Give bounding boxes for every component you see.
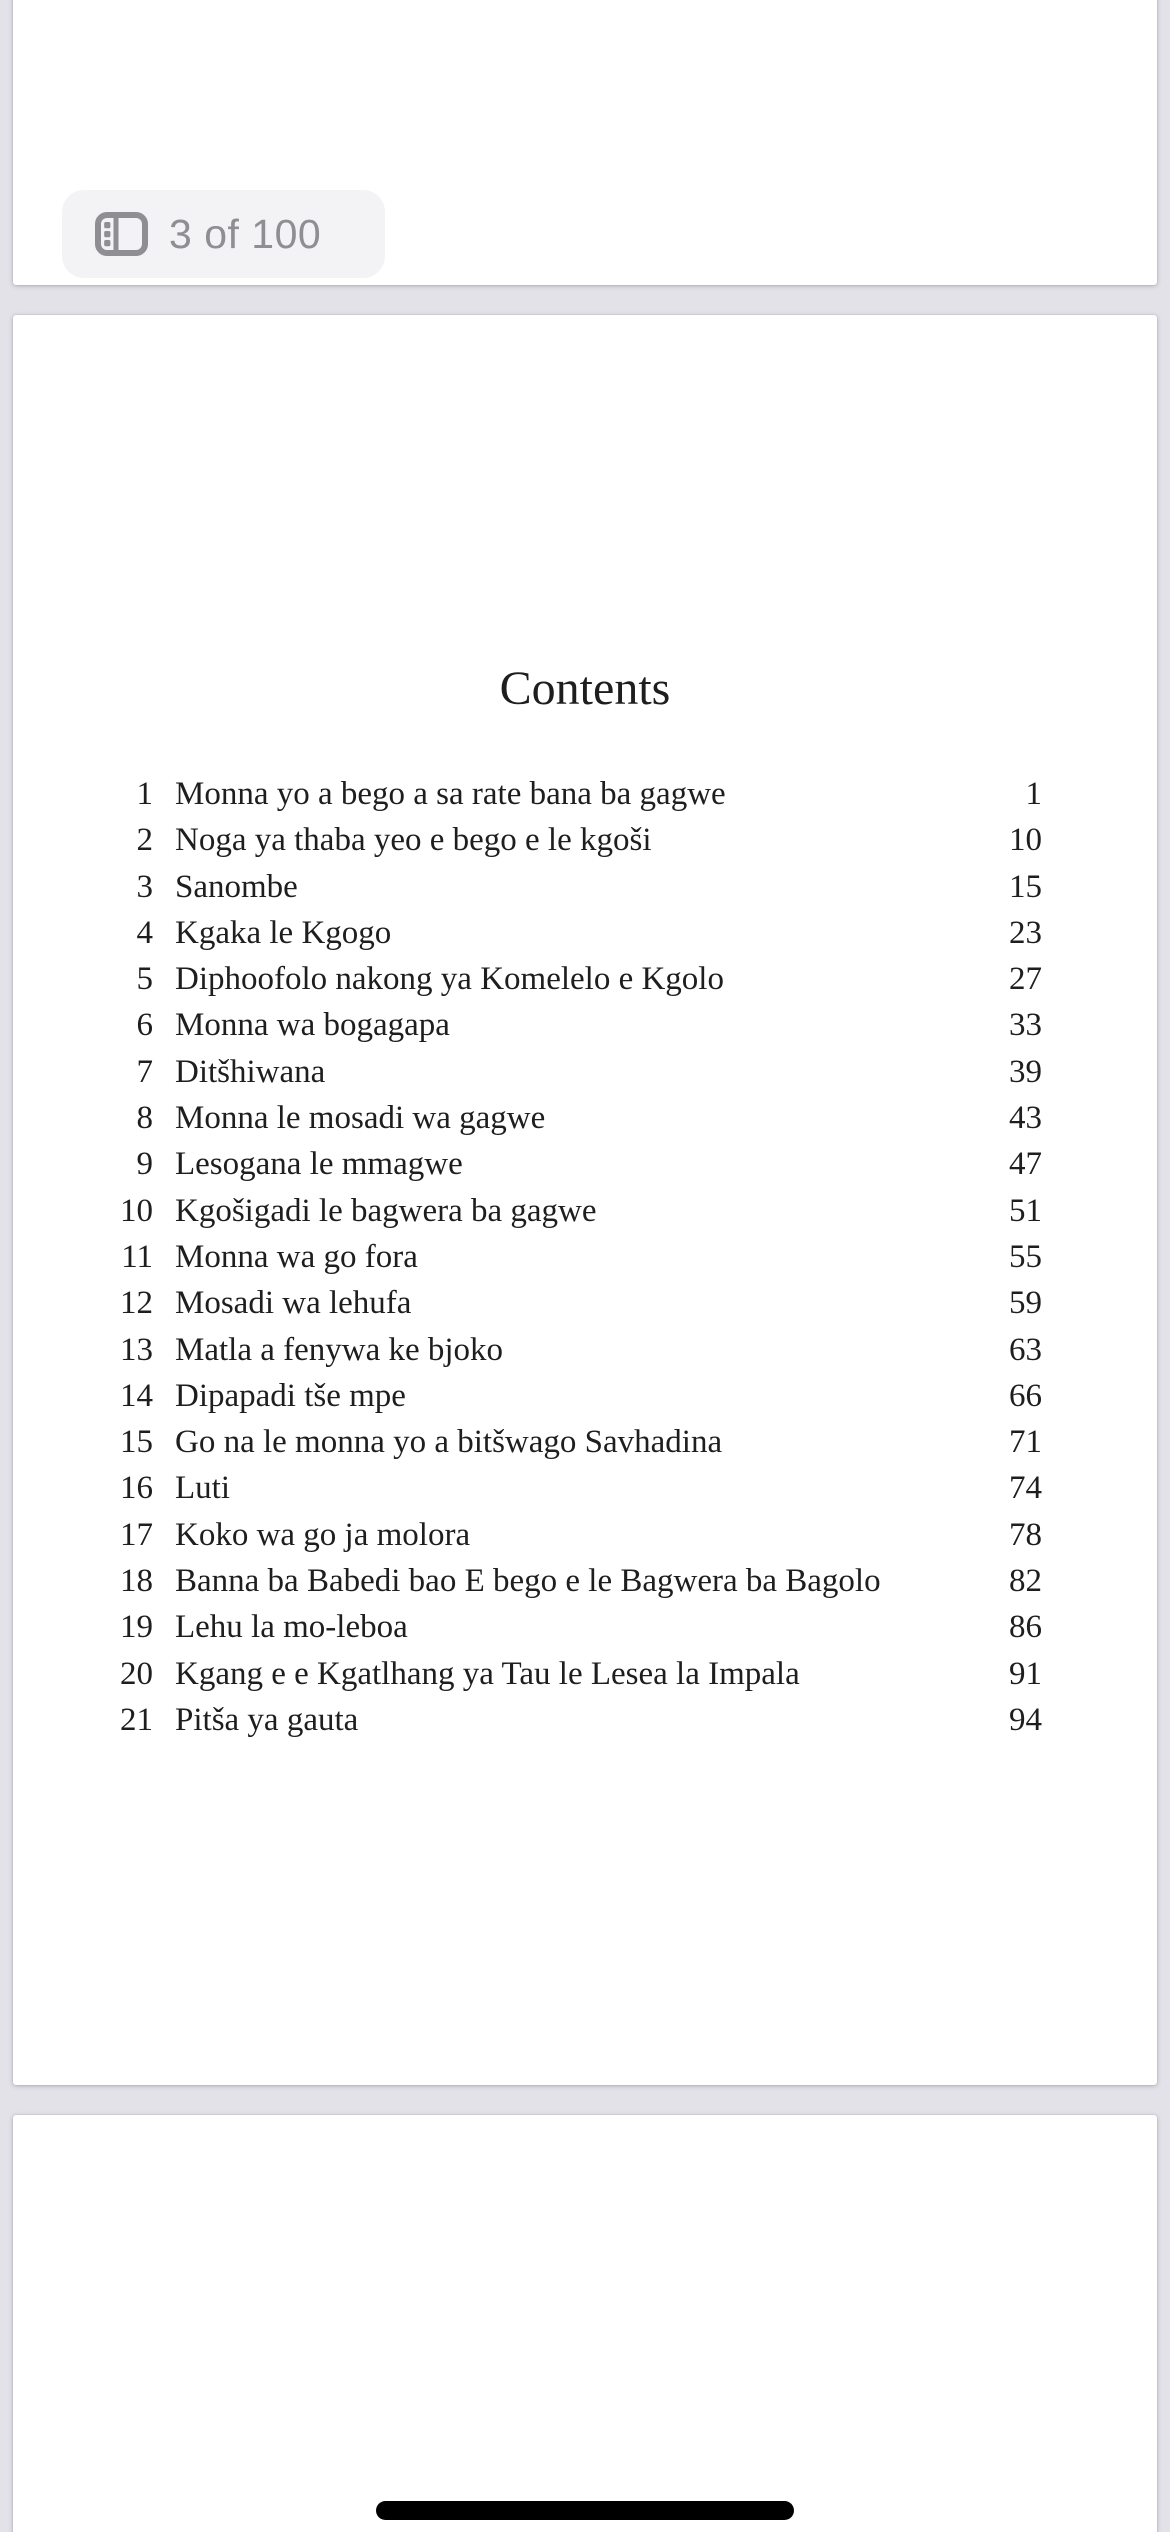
toc-entry[interactable]	[103, 956, 1042, 1002]
page-current[interactable]	[13, 315, 1157, 2085]
page-title: Contents	[499, 662, 671, 715]
page-next[interactable]	[13, 2115, 1157, 2532]
chapter-title: Kgošigadi le bagwera ba gagwe	[175, 1192, 597, 1229]
chapter-number: 8	[136, 1100, 153, 1137]
chapter-title: Monna wa bogagapa	[175, 1007, 450, 1044]
chapter-title: Lesogana le mmagwe	[175, 1146, 463, 1183]
chapter-page: 59	[1009, 1285, 1042, 1322]
chapter-page: 63	[1009, 1331, 1042, 1368]
chapter-number: 6	[136, 1007, 153, 1044]
toc-entry[interactable]	[103, 1651, 1042, 1697]
chapter-title: Luti	[175, 1470, 230, 1507]
toc-entry[interactable]	[103, 1188, 1042, 1234]
toc-entry[interactable]	[103, 1373, 1042, 1419]
chapter-title: Mosadi wa lehufa	[175, 1285, 412, 1322]
chapter-number: 18	[120, 1563, 153, 1600]
chapter-page: 33	[1009, 1007, 1042, 1044]
chapter-number: 10	[120, 1192, 153, 1229]
chapter-title: Ditšhiwana	[175, 1053, 326, 1090]
chapter-title: Koko wa go ja molora	[175, 1516, 471, 1553]
chapter-title: Dipapadi tše mpe	[175, 1377, 406, 1414]
toc-entry[interactable]	[103, 910, 1042, 956]
chapter-number: 16	[120, 1470, 153, 1507]
chapter-number: 20	[120, 1655, 153, 1692]
chapter-title: Monna le mosadi wa gagwe	[175, 1100, 546, 1137]
chapter-number: 5	[136, 961, 153, 998]
chapter-page: 82	[1009, 1563, 1042, 1600]
chapter-title: Kgang e e Kgatlhang ya Tau le Lesea la Impala	[175, 1655, 800, 1692]
chapter-number: 9	[136, 1146, 153, 1183]
page-indicator-badge[interactable]	[62, 190, 385, 278]
chapter-title: Banna ba Babedi bao E bego e le Bagwera ba Bagolo	[175, 1563, 881, 1600]
toc-entry[interactable]	[103, 1141, 1042, 1187]
toc-entry[interactable]	[103, 817, 1042, 863]
chapter-page: 55	[1009, 1238, 1042, 1275]
chapter-number: 13	[120, 1331, 153, 1368]
chapter-title: Kgaka le Kgogo	[175, 914, 392, 951]
chapter-page: 15	[1009, 868, 1042, 905]
chapter-number: 4	[136, 914, 153, 951]
chapter-title: Pitša ya gauta	[175, 1701, 359, 1738]
chapter-number: 21	[120, 1701, 153, 1738]
toc-entry[interactable]	[103, 771, 1042, 817]
thumbnails-sidebar-icon	[94, 209, 149, 259]
chapter-title: Noga ya thaba yeo e bego e le kgoši	[175, 822, 652, 859]
chapter-title: Sanombe	[175, 868, 298, 905]
toc-entry[interactable]	[103, 1512, 1042, 1558]
chapter-page: 39	[1009, 1053, 1042, 1090]
chapter-page: 43	[1009, 1100, 1042, 1137]
chapter-number: 3	[136, 868, 153, 905]
toc-entry[interactable]	[103, 1002, 1042, 1048]
toc-entry[interactable]	[103, 1327, 1042, 1373]
chapter-page: 51	[1009, 1192, 1042, 1229]
chapter-page: 47	[1009, 1146, 1042, 1183]
chapter-number: 12	[120, 1285, 153, 1322]
toc-entry[interactable]	[103, 864, 1042, 910]
home-indicator[interactable]	[376, 2501, 794, 2520]
chapter-page: 74	[1009, 1470, 1042, 1507]
chapter-number: 15	[120, 1424, 153, 1461]
chapter-number: 1	[136, 776, 153, 812]
toc-entry[interactable]	[103, 1280, 1042, 1326]
chapter-page: 91	[1009, 1655, 1042, 1692]
chapter-title: Monna yo a bego a sa rate bana ba gagwe	[175, 776, 726, 812]
page-indicator-label: 3 of 100	[169, 210, 322, 257]
chapter-number: 11	[121, 1238, 153, 1275]
chapter-title: Monna wa go fora	[175, 1238, 418, 1275]
chapter-title: Matla a fenywa ke bjoko	[175, 1331, 504, 1368]
chapter-page: 94	[1009, 1701, 1042, 1738]
toc-entry[interactable]	[103, 1465, 1042, 1511]
chapter-title: Diphoofolo nakong ya Komelelo e Kgolo	[175, 961, 724, 998]
chapter-page: 1	[1025, 776, 1042, 812]
toc-entry[interactable]	[103, 1697, 1042, 1743]
toc-entry[interactable]	[103, 1558, 1042, 1604]
chapter-page: 78	[1009, 1516, 1042, 1553]
chapter-page: 86	[1009, 1609, 1042, 1646]
chapter-number: 14	[120, 1377, 153, 1414]
chapter-number: 2	[136, 822, 153, 859]
chapter-title: Lehu la mo-leboa	[175, 1609, 408, 1646]
toc-entry[interactable]	[103, 1049, 1042, 1095]
chapter-title: Go na le monna yo a bitšwago Savhadina	[175, 1424, 723, 1461]
toc-entry[interactable]	[103, 1234, 1042, 1280]
toc-entry[interactable]	[103, 1604, 1042, 1650]
chapter-number: 19	[120, 1609, 153, 1646]
toc-entry[interactable]	[103, 1095, 1042, 1141]
chapter-page: 71	[1009, 1424, 1042, 1461]
chapter-number: 17	[120, 1516, 153, 1553]
chapter-page: 23	[1009, 914, 1042, 951]
chapter-page: 10	[1009, 822, 1042, 859]
toc-entry[interactable]	[103, 1419, 1042, 1465]
chapter-number: 7	[136, 1053, 153, 1090]
chapter-page: 66	[1009, 1377, 1042, 1414]
table-of-contents	[103, 771, 1042, 1743]
chapter-page: 27	[1009, 961, 1042, 998]
